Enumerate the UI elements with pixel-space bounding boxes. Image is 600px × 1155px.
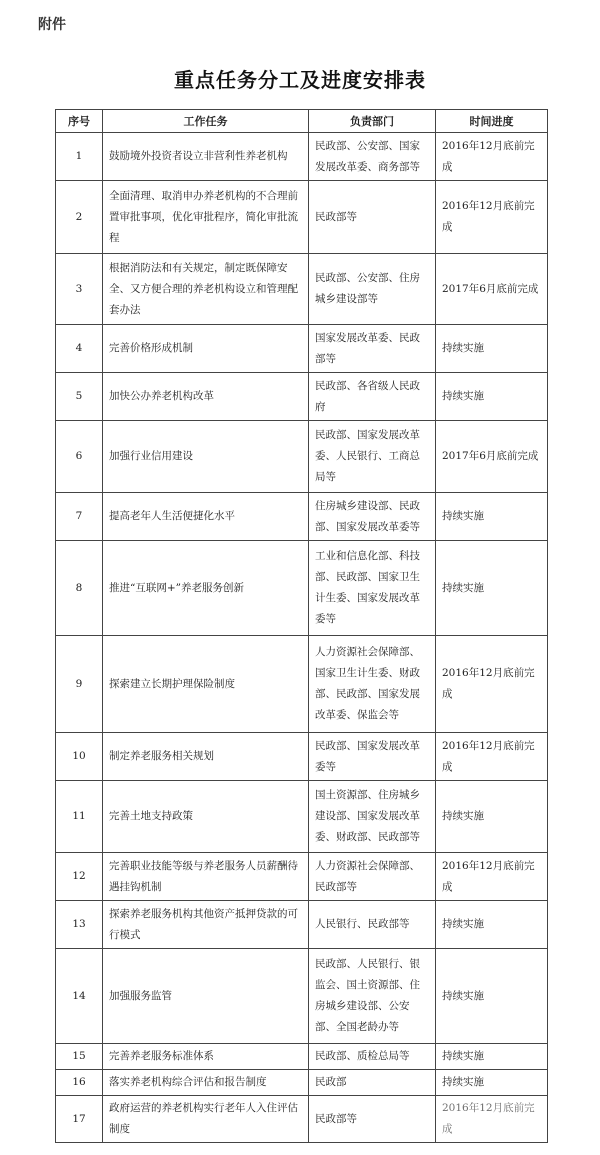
row-dept: 民政部、国家发展改革委、人民银行、工商总局等 xyxy=(309,421,436,493)
document-title: 重点任务分工及进度安排表 xyxy=(174,68,426,92)
row-number: 1 xyxy=(56,133,103,181)
row-number: 2 xyxy=(56,181,103,254)
row-dept: 人力资源社会保障部、民政部等 xyxy=(309,853,436,901)
row-task: 探索养老服务机构其他资产抵押贷款的可行模式 xyxy=(103,901,309,949)
table-row xyxy=(56,1044,548,1070)
row-task: 制定养老服务相关规划 xyxy=(103,733,309,781)
row-number: 16 xyxy=(56,1070,103,1096)
task-schedule-table xyxy=(55,109,548,1143)
row-time: 2017年6月底前完成 xyxy=(436,254,548,325)
header-dept: 负责部门 xyxy=(309,110,436,133)
table-row xyxy=(56,133,548,181)
row-time: 持续实施 xyxy=(436,325,548,373)
table-row xyxy=(56,325,548,373)
table-row xyxy=(56,901,548,949)
row-number: 15 xyxy=(56,1044,103,1070)
row-dept: 民政部、各省级人民政府 xyxy=(309,373,436,421)
row-dept: 民政部、公安部、国家发展改革委、商务部等 xyxy=(309,133,436,181)
row-time: 持续实施 xyxy=(436,541,548,636)
table-header-row xyxy=(56,110,548,133)
row-task: 探索建立长期护理保险制度 xyxy=(103,636,309,733)
row-number: 13 xyxy=(56,901,103,949)
row-dept: 人民银行、民政部等 xyxy=(309,901,436,949)
table-row xyxy=(56,733,548,781)
row-number: 10 xyxy=(56,733,103,781)
row-task: 完善价格形成机制 xyxy=(103,325,309,373)
row-task: 鼓励境外投资者设立非营利性养老机构 xyxy=(103,133,309,181)
table-row xyxy=(56,853,548,901)
table-row xyxy=(56,1070,548,1096)
row-dept: 住房城乡建设部、民政部、国家发展改革委等 xyxy=(309,493,436,541)
row-dept: 民政部等 xyxy=(309,181,436,254)
row-number: 8 xyxy=(56,541,103,636)
header-task: 工作任务 xyxy=(103,110,309,133)
row-time: 持续实施 xyxy=(436,373,548,421)
row-task: 加强行业信用建设 xyxy=(103,421,309,493)
row-task: 提高老年人生活便捷化水平 xyxy=(103,493,309,541)
row-dept: 民政部、质检总局等 xyxy=(309,1044,436,1070)
row-task: 全面清理、取消申办养老机构的不合理前置审批事项，优化审批程序，简化审批流程 xyxy=(103,181,309,254)
row-dept: 国土资源部、住房城乡建设部、国家发展改革委、财政部、民政部等 xyxy=(309,781,436,853)
row-task: 完善土地支持政策 xyxy=(103,781,309,853)
attachment-label: 附件 xyxy=(38,17,66,33)
row-number: 9 xyxy=(56,636,103,733)
row-dept: 民政部 xyxy=(309,1070,436,1096)
row-dept: 民政部、公安部、住房城乡建设部等 xyxy=(309,254,436,325)
table-row xyxy=(56,493,548,541)
row-number: 6 xyxy=(56,421,103,493)
row-dept: 人力资源社会保障部、国家卫生计生委、财政部、民政部、国家发展改革委、保监会等 xyxy=(309,636,436,733)
row-number: 7 xyxy=(56,493,103,541)
row-number: 12 xyxy=(56,853,103,901)
row-number: 11 xyxy=(56,781,103,853)
row-time: 2016年12月底前完成 xyxy=(436,636,548,733)
table-row xyxy=(56,373,548,421)
row-task: 完善养老服务标准体系 xyxy=(103,1044,309,1070)
row-time: 持续实施 xyxy=(436,781,548,853)
row-dept: 民政部等 xyxy=(309,1096,436,1143)
row-time: 2016年12月底前完成 xyxy=(436,853,548,901)
row-task: 完善职业技能等级与养老服务人员薪酬待遇挂钩机制 xyxy=(103,853,309,901)
table-row xyxy=(56,254,548,325)
row-number: 14 xyxy=(56,949,103,1044)
table-row xyxy=(56,949,548,1044)
row-task: 加快公办养老机构改革 xyxy=(103,373,309,421)
row-time: 2016年12月底前完成 xyxy=(436,733,548,781)
row-number: 5 xyxy=(56,373,103,421)
row-task: 推进“互联网+”养老服务创新 xyxy=(103,541,309,636)
row-time: 2016年12月底前完成 xyxy=(436,181,548,254)
row-number: 3 xyxy=(56,254,103,325)
table-row xyxy=(56,1096,548,1143)
header-time: 时间进度 xyxy=(436,110,548,133)
table-row xyxy=(56,541,548,636)
row-number: 17 xyxy=(56,1096,103,1143)
row-dept: 民政部、人民银行、银监会、国土资源部、住房城乡建设部、公安部、全国老龄办等 xyxy=(309,949,436,1044)
row-dept: 工业和信息化部、科技部、民政部、国家卫生计生委、国家发展改革委等 xyxy=(309,541,436,636)
row-time: 持续实施 xyxy=(436,901,548,949)
row-task: 根据消防法和有关规定，制定既保障安全、又方便合理的养老机构设立和管理配套办法 xyxy=(103,254,309,325)
table-row xyxy=(56,781,548,853)
row-time: 2016年12月底前完成 xyxy=(436,133,548,181)
row-time: 2017年6月底前完成 xyxy=(436,421,548,493)
row-task: 加强服务监管 xyxy=(103,949,309,1044)
row-time: 2016年12月底前完成 xyxy=(436,1096,548,1143)
row-task: 落实养老机构综合评估和报告制度 xyxy=(103,1070,309,1096)
row-dept: 国家发展改革委、民政部等 xyxy=(309,325,436,373)
row-time: 持续实施 xyxy=(436,493,548,541)
row-time: 持续实施 xyxy=(436,1070,548,1096)
table-row xyxy=(56,181,548,254)
row-time: 持续实施 xyxy=(436,1044,548,1070)
table-row xyxy=(56,421,548,493)
row-time: 持续实施 xyxy=(436,949,548,1044)
table-row xyxy=(56,636,548,733)
row-number: 4 xyxy=(56,325,103,373)
header-no: 序号 xyxy=(56,110,103,133)
row-dept: 民政部、国家发展改革委等 xyxy=(309,733,436,781)
row-task: 政府运营的养老机构实行老年人入住评估制度 xyxy=(103,1096,309,1143)
